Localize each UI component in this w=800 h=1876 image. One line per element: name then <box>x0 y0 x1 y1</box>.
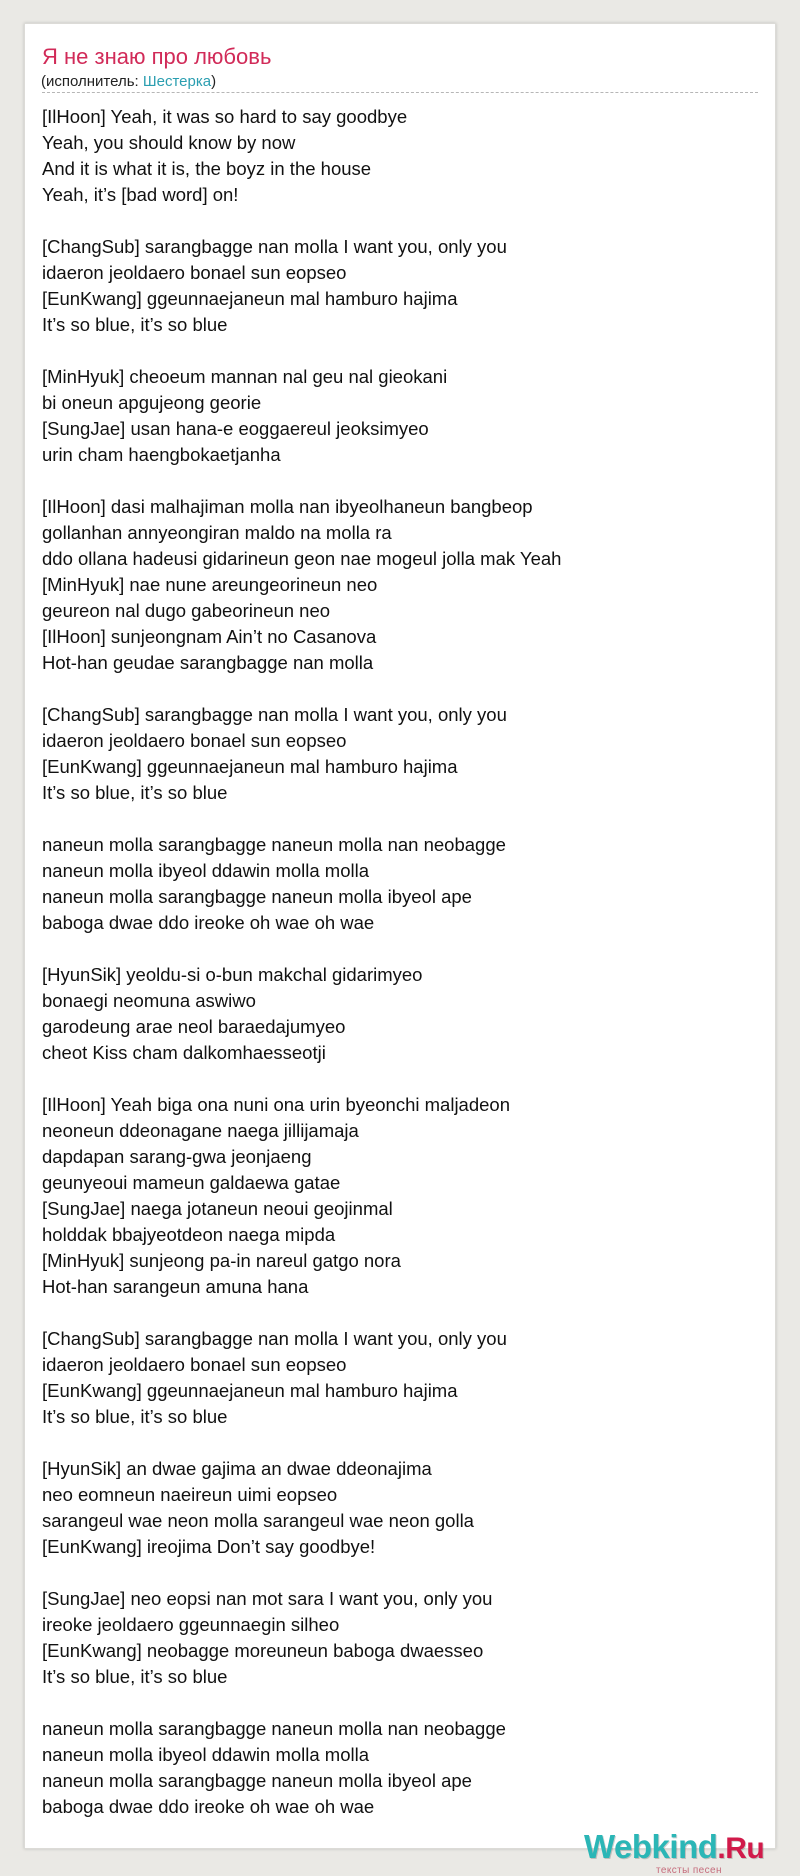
lyrics-line: naneun molla ibyeol ddawin molla molla <box>42 1744 370 1765</box>
lyrics-line: [EunKwang] ggeunnaejaneun mal hamburo hajima <box>42 288 458 309</box>
lyrics-line: [IlHoon] Yeah biga ona nuni ona urin byeonchi maljadeon <box>42 1094 511 1115</box>
lyrics-stanza <box>42 832 762 936</box>
lyrics-line: geunyeoui mameun galdaewa gatae <box>42 1172 341 1193</box>
lyrics-line: It’s so blue, it’s so blue <box>42 782 228 803</box>
lyrics-line: sarangeul wae neon molla sarangeul wae neon golla <box>42 1510 474 1531</box>
lyrics-stanza <box>42 1326 762 1430</box>
lyrics-line: [ChangSub] sarangbagge nan molla I want you, only you <box>42 704 507 725</box>
lyrics-body <box>42 104 762 1846</box>
lyrics-line: ddo ollana hadeusi gidarineun geon nae mogeul jolla mak Yeah <box>42 548 562 569</box>
lyrics-line: [ChangSub] sarangbagge nan molla I want you, only you <box>42 236 507 257</box>
lyrics-line: [IlHoon] dasi malhajiman molla nan ibyeolhaneun bangbeop <box>42 496 533 517</box>
lyrics-line: And it is what it is, the boyz in the house <box>42 158 372 179</box>
lyrics-stanza <box>42 1456 762 1560</box>
song-title: Я не знаю про любовь <box>42 44 272 69</box>
lyrics-line: [ChangSub] sarangbagge nan molla I want you, only you <box>42 1328 507 1349</box>
lyrics-line: [SungJae] naega jotaneun neoui geojinmal <box>42 1198 393 1219</box>
lyrics-line: idaeron jeoldaero bonael sun eopseo <box>42 730 347 751</box>
lyrics-stanza <box>42 962 762 1066</box>
lyrics-line: idaeron jeoldaero bonael sun eopseo <box>42 262 347 283</box>
artist-line <box>41 71 216 93</box>
artist-link[interactable]: Шестерка <box>142 73 212 90</box>
lyrics-line: baboga dwae ddo ireoke oh wae oh wae <box>42 912 375 933</box>
lyrics-line: [SungJae] usan hana-e eoggaereul jeoksimyeo <box>42 418 429 439</box>
lyrics-line: neo eomneun naeireun uimi eopseo <box>42 1484 338 1505</box>
lyrics-line: urin cham haengbokaetjanha <box>42 444 281 465</box>
logo-tld: .Ru <box>717 1832 765 1865</box>
lyrics-line: It’s so blue, it’s so blue <box>42 1666 228 1687</box>
lyrics-line: gollanhan annyeongiran maldo na molla ra <box>42 522 392 543</box>
lyrics-line: naneun molla sarangbagge naneun molla nan neobagge <box>42 1718 506 1739</box>
lyrics-line: It’s so blue, it’s so blue <box>42 1406 228 1427</box>
lyrics-line: [MinHyuk] cheoeum mannan nal geu nal gieokani <box>42 366 448 387</box>
lyrics-line: idaeron jeoldaero bonael sun eopseo <box>42 1354 347 1375</box>
lyrics-stanza <box>42 1716 762 1820</box>
lyrics-line: Hot-han geudae sarangbagge nan molla <box>42 652 374 673</box>
artist-suffix: ) <box>211 73 217 90</box>
lyrics-line: [EunKwang] neobagge moreuneun baboga dwaesseo <box>42 1640 484 1661</box>
lyrics-line: [SungJae] neo eopsi nan mot sara I want you, only you <box>42 1588 493 1609</box>
lyrics-stanza <box>42 364 762 468</box>
lyrics-line: ireoke jeoldaero ggeunnaegin silheo <box>42 1614 340 1635</box>
logo-wordmark <box>584 1828 764 1866</box>
title-divider <box>42 92 758 93</box>
logo-name: Webkind <box>584 1828 718 1865</box>
lyrics-line: [IlHoon] Yeah, it was so hard to say goodbye <box>42 106 408 127</box>
lyrics-line: holddak bbajyeotdeon naega mipda <box>42 1224 336 1245</box>
lyrics-line: [EunKwang] ggeunnaejaneun mal hamburo hajima <box>42 756 458 777</box>
lyrics-line: bonaegi neomuna aswiwo <box>42 990 256 1011</box>
lyrics-line: [IlHoon] sunjeongnam Ain’t no Casanova <box>42 626 377 647</box>
lyrics-line: neoneun ddeonagane naega jillijamaja <box>42 1120 359 1141</box>
lyrics-stanza <box>42 104 762 208</box>
lyrics-line: [MinHyuk] nae nune areungeorineun neo <box>42 574 378 595</box>
lyrics-stanza <box>42 702 762 806</box>
lyrics-line: baboga dwae ddo ireoke oh wae oh wae <box>42 1796 375 1817</box>
lyrics-line: Yeah, you should know by now <box>42 132 296 153</box>
artist-prefix: (исполнитель: <box>41 73 143 90</box>
lyrics-line: cheot Kiss cham dalkomhaesseotji <box>42 1042 326 1063</box>
logo-tagline: тексты песен <box>656 1865 722 1876</box>
lyrics-line: dapdapan sarang-gwa jeonjaeng <box>42 1146 312 1167</box>
lyrics-line: It’s so blue, it’s so blue <box>42 314 228 335</box>
lyrics-stanza <box>42 494 762 676</box>
lyrics-line: [MinHyuk] sunjeong pa-in nareul gatgo nora <box>42 1250 401 1271</box>
lyrics-line: naneun molla ibyeol ddawin molla molla <box>42 860 370 881</box>
lyrics-line: geureon nal dugo gabeorineun neo <box>42 600 331 621</box>
lyrics-stanza <box>42 1586 762 1690</box>
lyrics-stanza <box>42 234 762 338</box>
lyrics-line: naneun molla sarangbagge naneun molla nan neobagge <box>42 834 506 855</box>
site-logo[interactable] <box>584 1818 784 1876</box>
lyrics-line: bi oneun apgujeong georie <box>42 392 262 413</box>
lyrics-line: [HyunSik] yeoldu-si o-bun makchal gidarimyeo <box>42 964 423 985</box>
lyrics-line: naneun molla sarangbagge naneun molla ibyeol ape <box>42 886 472 907</box>
lyrics-line: [EunKwang] ggeunnaejaneun mal hamburo hajima <box>42 1380 458 1401</box>
lyrics-line: Hot-han sarangeun amuna hana <box>42 1276 309 1297</box>
lyrics-stanza <box>42 1092 762 1300</box>
lyrics-line: [EunKwang] ireojima Don’t say goodbye! <box>42 1536 376 1557</box>
lyrics-line: naneun molla sarangbagge naneun molla ibyeol ape <box>42 1770 472 1791</box>
lyrics-line: Yeah, it’s [bad word] on! <box>42 184 239 205</box>
lyrics-line: garodeung arae neol baraedajumyeo <box>42 1016 346 1037</box>
lyrics-line: [HyunSik] an dwae gajima an dwae ddeonajima <box>42 1458 432 1479</box>
